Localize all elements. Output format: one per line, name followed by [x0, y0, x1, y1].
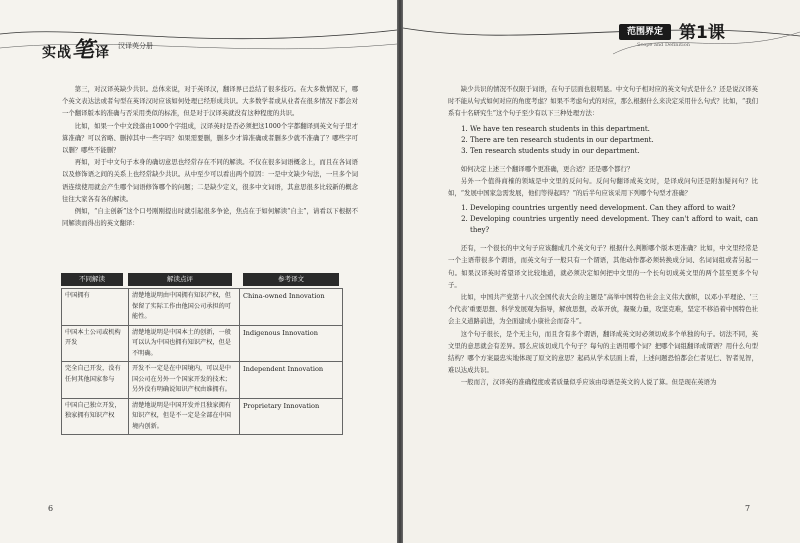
table-header-comment: 解读点评 [128, 273, 232, 286]
page-number: 6 [48, 504, 54, 513]
table-row [62, 398, 343, 435]
table-cell: China-owned Innovation [240, 289, 343, 326]
paragraph: 再如，对于中文句子本身的确切意思也经常存在不同的解读。不仅在很多词语概念上，而且在各词语以及修饰语之间的关系上也经常缺少共识。从中至少可以看出两个原因：一是中文缺少句法，一旦多个词语连续使用就会产生哪个词语修饰哪个的问题；二是缺少定义，很多中文词语，其意思很多比较新的概念往往大家各有各的解读。 [62, 158, 358, 203]
table-cell: 完全自己开发，没有任何其他国家参与 [62, 362, 129, 399]
example-sentence: 1. We have ten research students in this department. [470, 124, 758, 135]
table-row [62, 325, 343, 362]
table-row [62, 289, 343, 326]
left-body-text [62, 83, 358, 229]
running-head-subtitle: 汉译英分册 [118, 42, 153, 50]
example-sentence: 2. There are ten research students in our department. [470, 135, 758, 146]
example-sentence: 1. Developing countries urgently need development. Can they afford to wait? [470, 203, 758, 214]
header-swoosh-decoration [403, 18, 800, 68]
title-suffix: 译 [95, 45, 111, 61]
paragraph: 另外一个值得商榷的领域是中文里的反问句。反问句翻译成英文时，是译成问句还是附加疑问句？比如，“发展中国家急需发展，他们等得起吗？”的后半句应该采用下列哪个句型才准确？ [448, 176, 758, 198]
paragraph: 例如，“自主创新”这个口号刚刚提出时就引起很多争论，焦点在于如何解读“自主”，请看以下根据不同解读而得出的英文翻译： [62, 207, 358, 228]
paragraph: 如何决定上述三个翻译哪个更准确，更合适？还是哪个都行？ [460, 164, 634, 173]
paragraph: 这个句子很长，是个无主句，而且含有多个谓语，翻译成英文时必须切成多个单独的句子。切法不同，英文里的意思就会有差异。那么应该切成几个句子？每句的主语用哪个词？把哪个词组翻译成谓语？用什么句型结构？哪个方案最忠实地体现了原文的意思？起码从学术层面上看，上述问题恐怕都会仁者见仁、智者见智，难以达成共识。 [448, 329, 758, 375]
example-sentence: 2. Developing countries urgently need development. They can't afford to wait, can they? [470, 214, 758, 236]
table-cell: Indigenous Innovation [240, 325, 343, 362]
table-cell: Proprietary Innovation [240, 398, 343, 435]
title-prefix: 实战 [42, 45, 72, 61]
table-cell: 中国拥有 [62, 289, 129, 326]
example-sentence: 3. Ten research students study in our department. [470, 146, 758, 157]
running-head-title [42, 33, 110, 64]
left-page [0, 0, 397, 543]
table-row [62, 362, 343, 399]
table-cell: 清楚地说明是中国本土的创新，一般可以认为中国也拥有知识产权，但是不明确。 [129, 325, 240, 362]
lesson-title: 第1课 [679, 23, 725, 43]
table-cell: 中国自己独立开发，独家拥有知识产权 [62, 398, 129, 435]
paragraph: 缺少共识的情况不仅限于词语，在句子层面也很明显。中文句子相对应的英文句式是什么？还是说汉译英时不能从句式如何对应的角度考虑？如果不考虑句式的对应，那么根据什么来决定采用什么句式？比如，“我们系有十名研究生”这个句子至少有以下三种处理方法： [448, 85, 759, 118]
interpretation-table [61, 288, 343, 435]
table-header-interpretation: 不同解读 [61, 273, 123, 286]
table-cell: 清楚地说明是中国开发并且独家拥有知识产权，但是不一定是全部在中国境内创新。 [129, 398, 240, 435]
paragraph: 比如，中国共产党第十八次全国代表大会的主题是“高举中国特色社会主义伟大旗帜，以邓小平理论、‘三个代表’重要思想、科学发展观为指导，解放思想，改革开放，凝聚力量，攻坚克难，坚定不移沿着中国特色社会主义道路前进，为全面建成小康社会而奋斗”。 [448, 293, 758, 326]
title-big-char: 笔 [72, 37, 96, 63]
page-number: 7 [745, 504, 751, 513]
paragraph: 第三，对汉译英缺少共识。总体来说，对于英译汉，翻译界已总结了很多技巧。在大多数情况下，哪个英文表达法或者句型在英译汉时应该如何处理已经形成共识。大多数学者或从业者在很多情况下都会对一个翻译版本的准确与否采用类似的标准，但是对于汉译英就没有这种程度的共识。 [62, 85, 358, 118]
paragraph: 还有，一个很长的中文句子应该翻成几个英文句子？根据什么判断哪个版本更准确？比如，中文里经常是一个主语带很多个谓语，而英文句子一般只有一个谓语，其他动作都必须转换成分词、名词词组或者另起一句。如果汉译英时希望译文比较地道，就必须决定如何把中文里的一个长句切成英文里的两个甚至更多个句子。 [448, 244, 758, 289]
section-badge: 范围界定 [619, 24, 671, 40]
table-header-reference: 参考译文 [243, 273, 339, 286]
table-cell: 清楚地说明由中国拥有知识产权，但保留了实际工作由他国公司承担的可能性。 [129, 289, 240, 326]
right-body-text [448, 83, 758, 389]
example-list-1 [470, 124, 758, 157]
right-page [403, 0, 800, 543]
table-cell: 开发不一定是在中国境内，可以是中国公司在另外一个国家开发的技术；另外没有明确说知识产权由谁拥有。 [129, 362, 240, 399]
lesson-subtitle: Scope and Definition [637, 42, 690, 48]
paragraph: 一般而言，汉译英的准确程度或者质量似乎应该由母语是英文的人说了算。但是现在英语为 [460, 378, 717, 387]
example-list-2 [470, 203, 758, 236]
table-cell: 中国本土公司或机构开发 [62, 325, 129, 362]
paragraph: 比如，如果一个中文段落由1000个字组成，汉译英时是否必须把这1000个字都翻译到英文句子里才算准确？可以省略、删掉其中一些字吗？如果需要删，删多少才算准确或者删多少就不准确了？哪些字可以删？哪些不能删？ [62, 121, 358, 155]
table-cell: Independent Innovation [240, 362, 343, 399]
